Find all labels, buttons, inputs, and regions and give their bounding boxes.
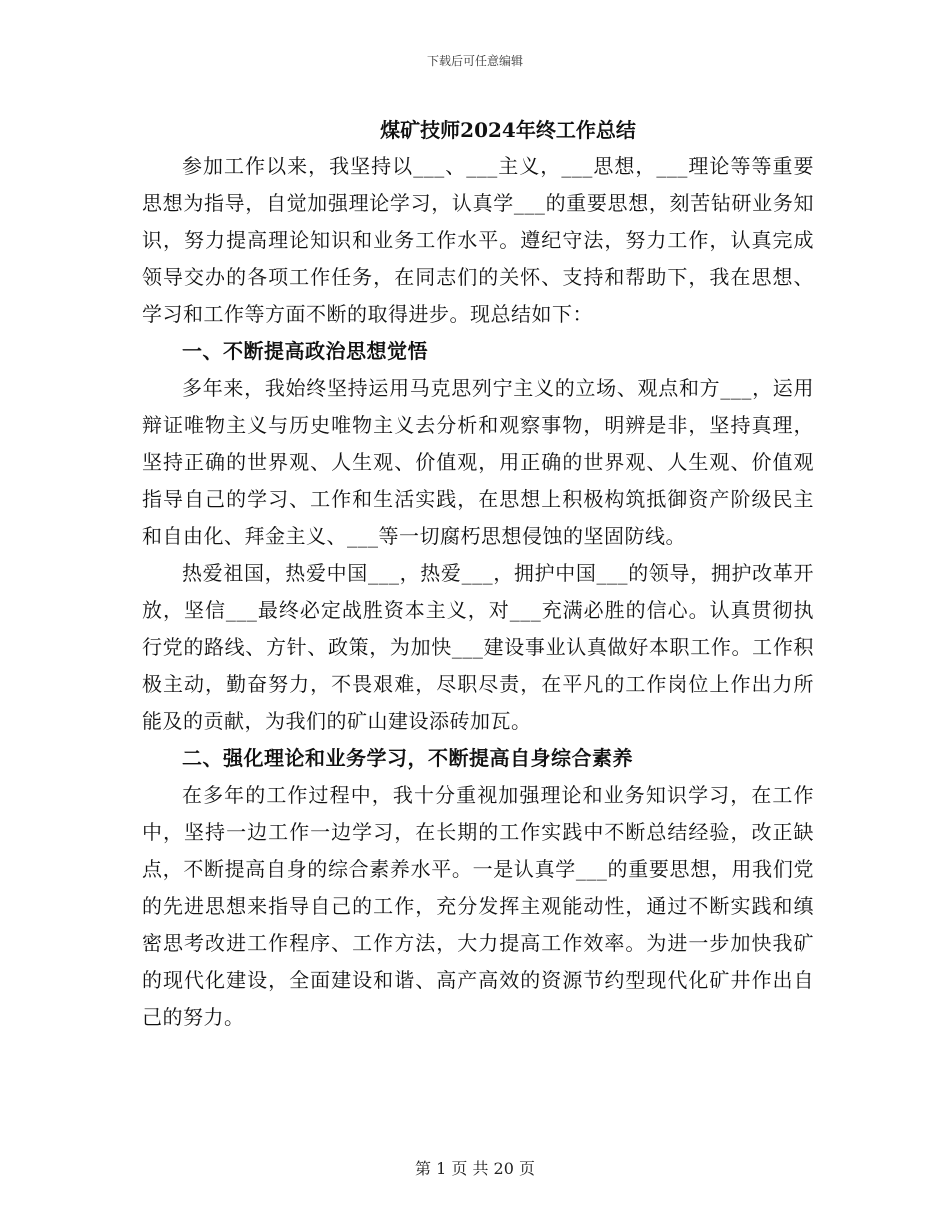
page-header-note: 下载后可任意编辑 <box>426 54 523 68</box>
document-title: 煤矿技师2024年终工作总结 <box>380 118 636 142</box>
document-body <box>142 112 814 1036</box>
section-1-paragraph-1: 多年来，我始终坚持运用马克思列宁主义的立场、观点和方___，运用辩证唯物主义与历史唯物主义去分析和观察事物，明辨是非，坚持真理，坚持正确的世界观、人生观、价值观，用正确的世界观、人生观、价值观指导自己的学习、工作和生活实践，在思想上积极构筑抵御资产阶级民主和自由化、拜金主义、___等一切腐朽思想侵蚀的坚固防线。 <box>142 376 814 548</box>
section-1-paragraph-2: 热爱祖国，热爱中国___，热爱___，拥护中国___的领导，拥护改革开放，坚信___最终必定战胜资本主义，对___充满必胜的信心。认真贯彻执行党的路线、方针、政策，为加快___建设事业认真做好本职工作。工作积极主动，勤奋努力，不畏艰难，尽职尽责，在平凡的工作岗位上作出力所能及的贡献，为我们的矿山建设添砖加瓦。 <box>142 561 814 733</box>
page-number: 第 1 页 共 20 页 <box>415 1159 535 1178</box>
section-heading-2: 二、强化理论和业务学习，不断提高自身综合素养 <box>182 746 633 770</box>
section-2-paragraph-1: 在多年的工作过程中，我十分重视加强理论和业务知识学习，在工作中，坚持一边工作一边学习，在长期的工作实践中不断总结经验，改正缺点，不断提高自身的综合素养水平。一是认真学___的重要思想，用我们党的先进思想来指导自己的工作，充分发挥主观能动性，通过不断实践和缜密思考改进工作程序、工作方法，大力提高工作效率。为进一步加快我矿的现代化建设，全面建设和谐、高产高效的资源节约型现代化矿井作出自己的努力。 <box>142 783 814 1029</box>
section-heading-1: 一、不断提高政治思想觉悟 <box>182 339 428 363</box>
intro-paragraph: 参加工作以来，我坚持以___、___主义，___思想，___理论等等重要思想为指导，自觉加强理论学习，认真学___的重要思想，刻苦钻研业务知识，努力提高理论知识和业务工作水平。遵纪守法，努力工作，认真完成领导交办的各项工作任务，在同志们的关怀、支持和帮助下，我在思想、学习和工作等方面不断的取得进步。现总结如下： <box>142 154 814 326</box>
